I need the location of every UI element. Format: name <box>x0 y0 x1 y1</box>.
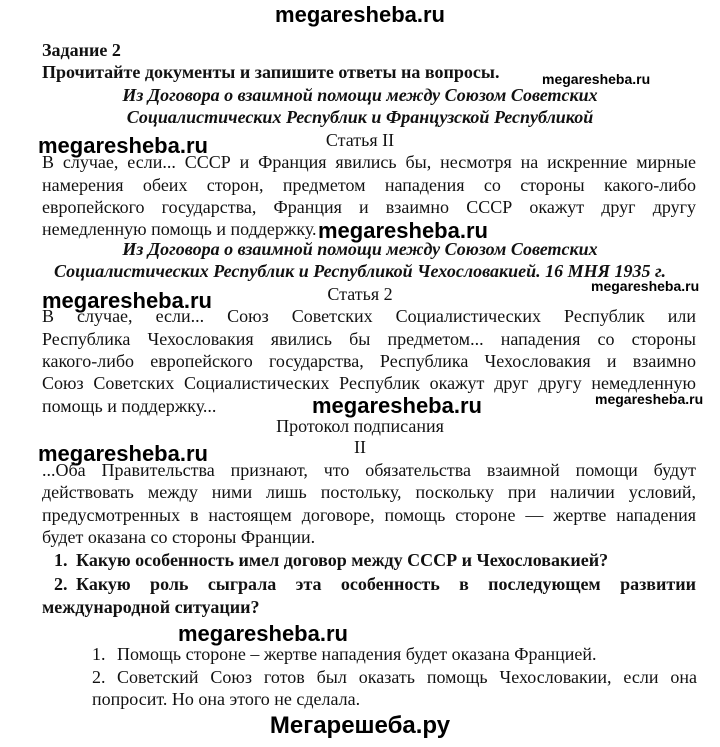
answer-text: попросит. Но она этого не сделала. <box>92 689 361 709</box>
watermark-mid: megaresheba.ru <box>38 133 208 158</box>
question-text: Какую особенность имел договор между СССР и Чехословакией? <box>76 550 609 570</box>
protocol-paragraph-line: предусмотренных в настоящем договоре, помощь стороне — жертве нападения <box>42 505 696 525</box>
protocol-paragraph-line: действовать между ними лишь постольку, поскольку при наличии условий, <box>42 482 696 502</box>
doc1-paragraph-line: европейского государства, Франция и взаимно СССР окажут друг другу <box>42 197 696 217</box>
watermark-mid: megaresheba.ru <box>312 393 482 418</box>
doc2-paragraph-line: В случае, если... Союз Советских Социалистических Республик или <box>42 306 696 326</box>
protocol-title: Протокол подписания <box>276 416 444 436</box>
question-number: 1. <box>54 550 68 570</box>
doc1-paragraph-line: В случае, если... СССР и Франция явились бы, несмотря на искренние мирные <box>42 152 696 172</box>
doc1-paragraph-line: намерения обеих сторон, предметом нападения со стороны какого-либо <box>42 175 696 195</box>
protocol-number: II <box>354 437 366 457</box>
watermark-small: megaresheba.ru <box>542 71 651 87</box>
watermark-mid: megaresheba.ru <box>318 218 488 243</box>
watermark-small: megaresheba.ru <box>595 391 704 407</box>
doc2-heading: Социалистических Республик и Республикой Чехословакией. 16 МНЯ 1935 г. <box>54 261 666 281</box>
task-instruction: Прочитайте документы и запишите ответы на вопросы. <box>42 62 500 82</box>
doc2-paragraph-line: Союз Советских Социалистических Республик окажут друг другу немедленную <box>42 373 696 393</box>
task-title: Задание 2 <box>42 40 121 60</box>
protocol-paragraph-line: ...Оба Правительства признают, что обязательства взаимной помощи будут <box>42 460 696 480</box>
question-text: Какую роль сыграла эта особенность в последующем развитии <box>76 574 696 594</box>
question-number: 2. <box>54 574 68 594</box>
answer-text: Советский Союз готов был оказать помощь Чехословакии, если она <box>117 667 697 687</box>
doc2-paragraph-line: какого-либо европейского государства, Республика Чехословакия и взаимно <box>42 351 696 371</box>
doc2-article: Статья 2 <box>327 284 393 304</box>
watermark-bottom: Мегарешеба.ру <box>269 712 451 739</box>
doc2-paragraph-line: Республика Чехословакия явились бы предметом... нападения со стороны <box>42 329 696 349</box>
watermark-mid: megaresheba.ru <box>178 621 348 646</box>
watermark-mid: megaresheba.ru <box>42 288 212 313</box>
watermark-small: megaresheba.ru <box>591 278 700 294</box>
question-text: международной ситуации? <box>42 597 260 617</box>
answer-number: 2. <box>92 667 106 687</box>
doc2-heading: Из Договора о взаимной помощи между Союзом Советских <box>122 239 598 259</box>
protocol-paragraph-line: будет оказана со стороны Франции. <box>42 527 316 547</box>
doc1-heading: Из Договора о взаимной помощи между Союзом Советских <box>122 85 598 105</box>
doc1-heading: Социалистических Республик и Французской Республикой <box>126 107 594 127</box>
answer-number: 1. <box>92 644 106 664</box>
watermark-mid: megaresheba.ru <box>38 441 208 466</box>
doc2-paragraph-line: помощь и поддержку... <box>42 396 217 416</box>
watermark-top: megaresheba.ru <box>275 2 445 27</box>
doc1-paragraph-line: немедленную помощь и поддержку. <box>42 219 317 239</box>
doc1-article: Статья II <box>325 130 395 150</box>
answer-text: Помощь стороне – жертве нападения будет оказана Францией. <box>117 644 597 664</box>
